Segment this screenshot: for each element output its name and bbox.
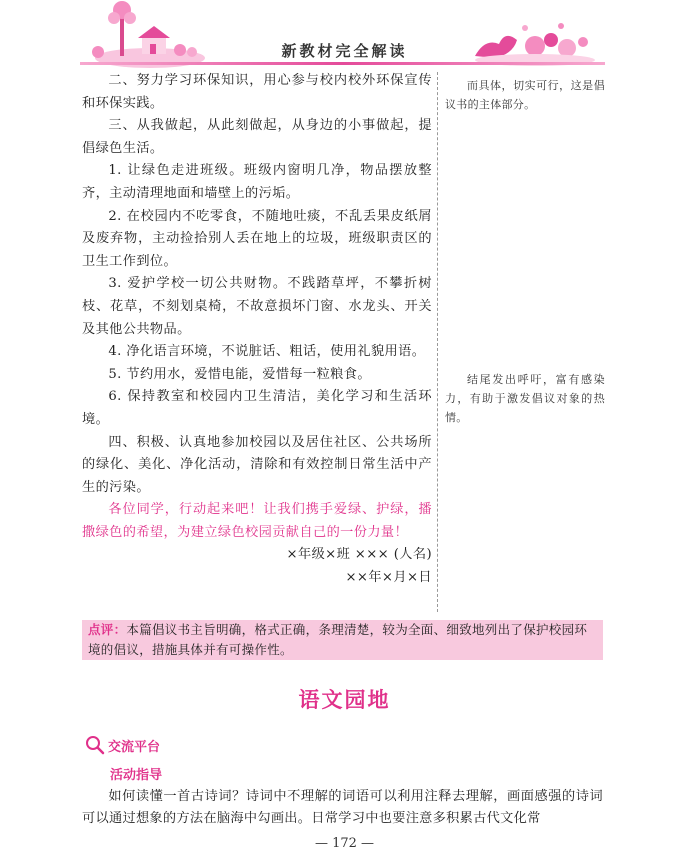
comment-label: 点评： [88, 622, 127, 637]
sub-heading-text: 交流平台 [108, 739, 161, 755]
sub-heading [84, 734, 160, 756]
paragraph: 3. 爱护学校一切公共财物。不践踏草坪，不攀折树枝、花草，不刻划桌椅，不故意损坏门窗、水龙头、开关及其他公共物品。 [82, 276, 432, 337]
paragraph: 1. 让绿色走进班级。班级内窗明几净，物品摆放整齐，主动清理地面和墙壁上的污垢。 [82, 163, 432, 201]
bottom-text [82, 786, 603, 830]
header-rule [80, 62, 605, 65]
side-note [445, 76, 605, 114]
paragraph: 4. 净化语言环境，不说脏话、粗话，使用礼貌用语。 [108, 344, 426, 360]
paragraph: 6. 保持教室和校园内卫生清洁，美化学习和生活环境。 [82, 389, 432, 427]
header-title: 新教材完全解读 [281, 42, 408, 60]
paragraph: 2. 在校园内不吃零食，不随地吐痰，不乱丢果皮纸屑及废弃物，主动捡拾别人丢在地上的垃圾，班级职责区的卫生工作到位。 [82, 208, 432, 269]
activity-label: 活动指导 [110, 768, 163, 783]
side-note-text: 而具体，切实可行，这是倡议书的主体部分。 [445, 79, 605, 111]
paragraph: 二、努力学习环保知识，用心参与校内校外环保宣传和环保实践。 [82, 73, 432, 111]
magnifier-icon [84, 734, 106, 756]
page-header [0, 0, 689, 74]
section-title: 语文园地 [298, 688, 391, 712]
side-note-text: 结尾发出呼吁，富有感染力，有助于激发倡议对象的热情。 [445, 373, 605, 424]
paragraph: 如何读懂一首古诗词？诗词中不理解的词语可以利用注释去理解，画面感强的诗词可以通过想象的方法在脑海中勾画出。日常学习中也要注意多积累古代文化常 [82, 789, 603, 826]
main-text-column [82, 70, 432, 590]
closing-appeal: 各位同学，行动起来吧！让我们携手爱绿、护绿，播撒绿色的希望，为建立绿色校园贡献自己的一份力量！ [82, 502, 432, 540]
paragraph: 四、积极、认真地参加校园以及居住社区、公共场所的绿化、美化、净化活动，清除和有效控制日常生活中产生的污染。 [82, 434, 432, 495]
paragraph: 三、从我做起，从此刻做起，从身边的小事做起，提倡绿色生活。 [82, 118, 432, 156]
page-number: — 172 — [314, 836, 375, 851]
comment-box [82, 620, 603, 660]
column-divider [437, 72, 438, 612]
date: ××年×月×日 [345, 570, 432, 586]
comment-text: 本篇倡议书主旨明确，格式正确，条理清楚，较为全面、细致地列出了保护校园环境的倡议，措施具体并有可操作性。 [88, 622, 588, 657]
side-note [445, 370, 605, 427]
signature: ×年级×班 ××× (人名) [286, 547, 432, 563]
paragraph: 5. 节约用水，爱惜电能，爱惜每一粒粮食。 [108, 366, 371, 382]
